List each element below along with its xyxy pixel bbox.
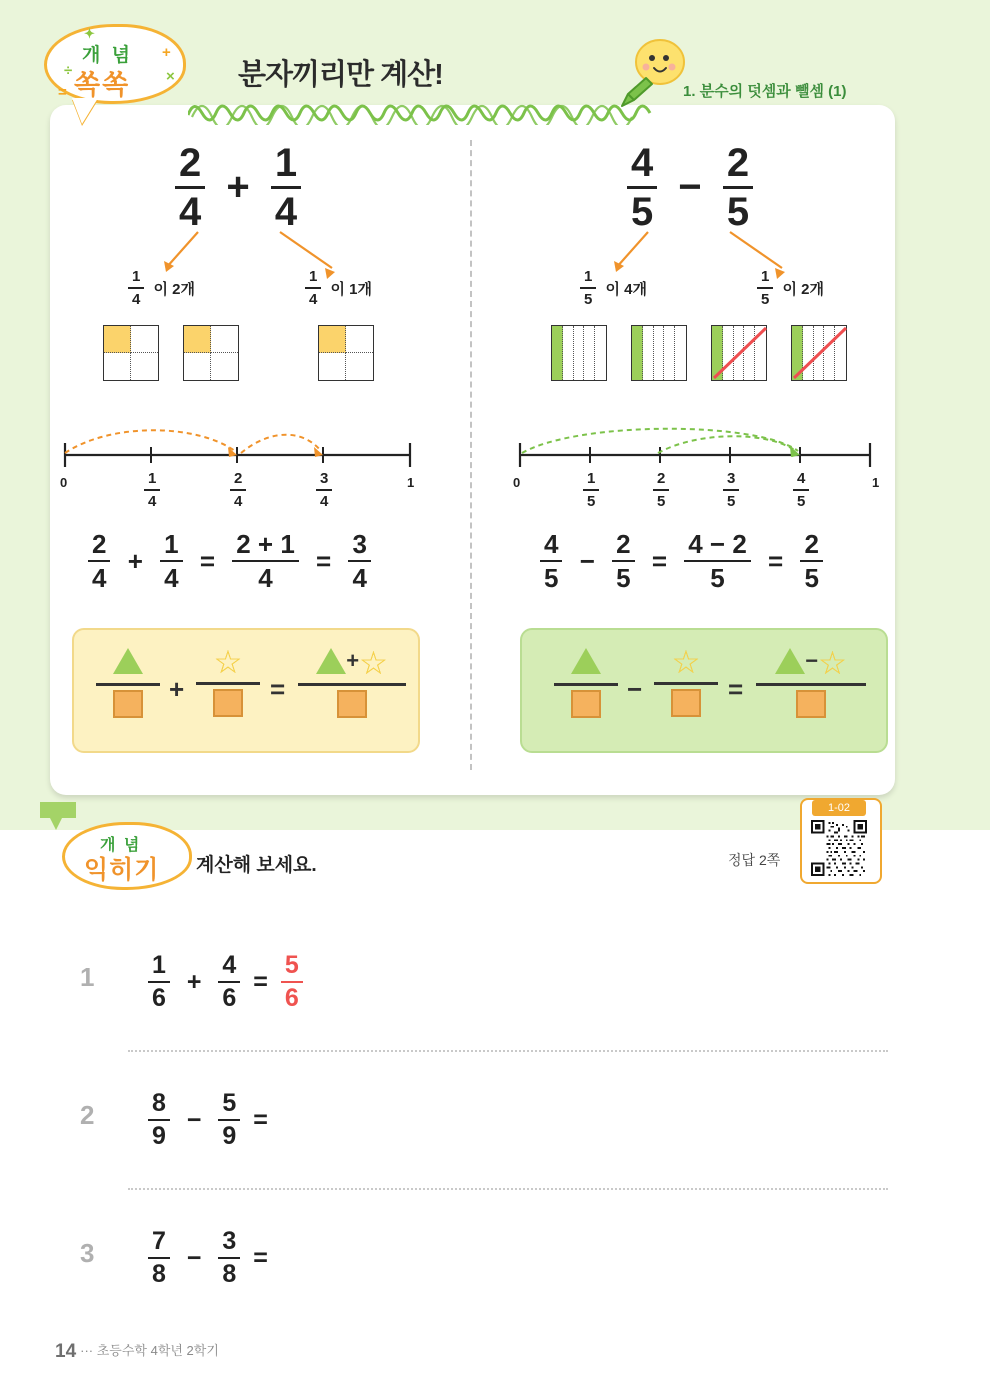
problem-divider-2 [128,1188,888,1190]
card-divider [470,140,472,770]
denominator: 9 [222,1122,237,1150]
fraction-bar [653,489,669,491]
caption-fraction [757,268,773,308]
problem-fraction-b [218,1090,240,1150]
square-icon [554,690,618,723]
numerator: 3 [222,1227,237,1255]
numerator: 2 [616,529,631,559]
numerator: 2 [92,529,107,559]
numerator: 1 [309,268,318,285]
left-rule-fraction-1 [96,648,160,723]
numerator: 3 [352,529,367,559]
numerator: 3 [727,470,736,487]
problem-operator: − [186,1105,202,1134]
right-nl-tick-1 [583,470,599,510]
eq-fraction-a [540,530,562,592]
right-expr-fraction-1 [627,142,657,233]
left-expr-fraction-1 [175,142,205,233]
numerator: 1 [584,268,593,285]
left-nl-tick-2 [230,470,246,510]
problem-1-expression [148,952,303,1012]
problem-1-number: 1 [80,962,95,992]
triangle-icon [554,648,618,679]
fraction-bar [232,560,299,562]
fifth-cell [584,326,595,380]
numerator: 2 [804,529,819,559]
fraction-bar [144,489,160,491]
denominator: 4 [320,493,329,510]
numerator: 1 [587,470,596,487]
quarter-cell [131,326,158,353]
denominator: 5 [616,563,631,593]
tick-fraction [144,470,160,510]
tick-fraction [230,470,246,510]
numerator: 1 [274,141,298,185]
fraction-bar [305,287,321,289]
fraction-bar [723,489,739,491]
eq-operator-1: + [127,545,143,576]
star-icon: ☆ [671,644,701,680]
denominator: 5 [544,563,559,593]
concept-badge-line2: 쏙쏙 [74,70,131,100]
eq-fraction-a [88,530,110,592]
eq-equals-2: = [316,545,332,576]
fraction-bar [160,560,182,562]
quarter-cell [104,326,131,353]
quarter-cell [184,353,211,380]
numerator: 5 [222,1089,237,1117]
practice-instruction: 계산해 보세요. [196,855,317,876]
denominator: 5 [587,493,596,510]
caption-fraction [580,268,596,308]
strikethrough-icon [790,324,850,384]
left-number-line [55,425,425,470]
fifth-cell [654,326,665,380]
right-expression [627,142,753,233]
quarter-cell [211,326,238,353]
footer [55,1340,219,1363]
caption-text: 이 1개 [330,280,373,298]
right-expr-fraction-2 [723,142,753,233]
left-rule-fraction-3 [298,645,406,723]
left-rule-box [72,628,420,753]
caption-fraction [305,268,321,308]
eq-fraction-c [684,530,751,592]
denominator: 6 [222,984,237,1012]
fifth-cell [664,326,675,380]
fraction-bar [148,1257,170,1259]
eq-equals-2: = [768,545,784,576]
problem-equals: = [253,967,268,996]
fraction-bar [298,683,406,686]
caption-text: 이 2개 [153,280,196,298]
left-nl-label-1: 1 [407,475,415,490]
divide-symbol-icon: ÷ [64,62,73,79]
numerator: 4 [222,951,237,979]
square-icon [96,690,160,723]
denominator: 4 [148,493,157,510]
quarter-cell [131,353,158,380]
left-nl-tick-3 [316,470,332,510]
quarter-cell [346,326,373,353]
denominator: 4 [258,563,273,593]
eq-fraction-b [612,530,634,592]
eq-operator-1: − [579,545,595,576]
fraction-bar [757,287,773,289]
left-nl-tick-1 [144,470,160,510]
denominator: 4 [132,291,141,308]
denominator: 5 [804,563,819,593]
left-expr-operator: + [226,165,250,209]
right-nl-tick-4 [793,470,809,510]
right-rule-operator: − [627,674,643,704]
right-model-square-4 [791,325,847,381]
eq-fraction-d [348,530,370,592]
right-equation [540,530,823,592]
quarter-cell [104,353,131,380]
problem-2-expression [148,1090,289,1150]
star-icon: ☆ [213,644,243,680]
right-nl-label-0: 0 [513,475,521,490]
numerator: 1 [132,268,141,285]
qr-code-icon[interactable] [810,820,868,876]
denominator: 4 [309,291,318,308]
left-model-square-2 [183,325,239,381]
problem-equals: = [253,1105,268,1134]
problem-divider-1 [128,1050,888,1052]
fifth-cell [563,326,574,380]
fifth-cell [595,326,606,380]
fraction-bar [793,489,809,491]
right-number-line [508,425,888,470]
tick-fraction [723,470,739,510]
left-rule-equals: = [270,674,286,704]
square-icon [756,690,866,723]
practice-badge [52,812,202,902]
denominator: 4 [352,563,367,593]
fraction-bar [148,1119,170,1121]
problem-3-answer[interactable] [281,1256,289,1260]
right-rule-fraction-1 [554,648,618,723]
left-equation [88,530,371,592]
fraction-bar [654,682,718,685]
fraction-bar [800,560,822,562]
fraction-bar [230,489,246,491]
answer-denominator[interactable]: 6 [284,984,299,1012]
caption-text: 이 2개 [782,280,825,298]
fraction-bar [218,1257,240,1259]
tick-fraction [793,470,809,510]
fraction-bar [281,981,303,983]
fraction-bar [148,981,170,983]
numerator: 8 [152,1089,166,1117]
numerator: 4 [544,529,559,559]
right-caption-2 [757,268,824,308]
sparkle-icon: ✦ [84,26,95,41]
right-rule-equals: = [728,674,744,704]
fraction-bar [554,683,618,686]
problem-fraction-b [218,1228,240,1288]
fraction-bar [723,186,753,189]
fraction-bar [88,560,110,562]
problem-3-expression [148,1228,289,1288]
right-caption-1 [580,268,647,308]
triangle-minus-star-icon: −☆ [756,648,866,679]
qr-code-label: 1-02 [812,800,866,816]
left-rule-operator: + [169,674,185,704]
fifth-cell [574,326,585,380]
page-title: 분자끼리만 계산! [238,59,443,91]
quarter-cell [319,353,346,380]
answer-numerator[interactable]: 5 [284,951,299,979]
fraction-bar [316,489,332,491]
numerator: 1 [761,268,770,285]
squiggle-divider-icon [188,95,658,125]
practice-badge-line2: 익히기 [84,856,160,884]
denominator: 5 [727,493,736,510]
fraction-bar [128,287,144,289]
problem-1-answer[interactable] [281,952,303,1012]
denominator: 4 [234,493,243,510]
equals-symbol-icon: = [58,84,67,101]
fraction-bar [612,560,634,562]
left-model-square-1 [103,325,159,381]
right-model-square-3 [711,325,767,381]
answer-denominator[interactable] [281,1120,289,1122]
strikethrough-icon [710,324,770,384]
right-rule-box [520,628,888,753]
numerator: 1 [148,470,157,487]
pencil-character-icon [616,36,690,110]
problem-fraction-a [148,1090,170,1150]
numerator: 2 [234,470,243,487]
tick-fraction [583,470,599,510]
fraction-bar [271,186,301,189]
right-expr-operator: − [678,165,702,209]
square-icon [654,689,718,722]
fraction-bar [348,560,370,562]
left-model-square-3 [318,325,374,381]
eq-fraction-c [232,530,299,592]
numerator: 4 [797,470,806,487]
quarter-cell [319,326,346,353]
right-rule-fraction-2 [654,644,718,722]
left-caption-1 [128,268,195,308]
fraction-bar [580,287,596,289]
problem-2-number: 2 [80,1100,95,1130]
numerator: 1 [164,529,179,559]
numerator: 2 [179,141,202,185]
numerator: 4 [631,141,654,185]
tick-fraction [316,470,332,510]
practice-badge-line1: 개 념 [100,837,142,854]
problem-operator: + [186,967,202,996]
concept-badge-line1: 개 념 [82,45,133,66]
denominator: 5 [584,291,593,308]
numerator: 3 [320,470,329,487]
fraction-bar [96,683,160,686]
denominator: 4 [164,563,179,593]
page-number: 14 [55,1341,77,1362]
problem-operator: − [186,1243,202,1272]
right-model-square-2 [631,325,687,381]
fraction-bar [756,683,866,686]
triangle-icon [96,648,160,679]
fifth-cell [643,326,654,380]
quarter-cell [184,326,211,353]
fifth-cell [632,326,643,380]
fraction-bar [175,186,205,189]
chapter-label: 1. 분수의 덧셈과 뺄셈 (1) [683,83,847,100]
caption-fraction [128,268,144,308]
left-nl-label-0: 0 [60,475,68,490]
eq-equals-1: = [651,545,668,576]
numerator: 2 [726,141,750,185]
problem-equals: = [253,1243,268,1272]
denominator: 8 [152,1260,166,1288]
numerator: 1 [152,951,166,979]
problem-3-number: 3 [80,1238,95,1268]
answer-page-note: 정답 2쪽 [728,852,781,868]
quarter-cell [211,353,238,380]
right-model-square-1 [551,325,607,381]
denominator: 5 [797,493,806,510]
right-nl-tick-3 [723,470,739,510]
concept-badge [36,18,196,122]
right-nl-tick-2 [653,470,669,510]
eq-fraction-d [800,530,822,592]
numerator: 2 + 1 [236,529,295,559]
fraction-bar [196,682,260,685]
fraction-bar [218,1119,240,1121]
numerator: 7 [152,1227,166,1255]
numerator: 4 − 2 [688,529,747,559]
left-caption-2 [305,268,372,308]
denominator: 5 [657,493,666,510]
answer-denominator[interactable] [281,1258,289,1260]
denominator: 4 [92,563,107,593]
right-nl-label-1: 1 [872,475,880,490]
plus-symbol-icon: + [162,44,171,61]
quarter-cell [346,353,373,380]
denominator: 8 [222,1260,237,1288]
fifth-cell [675,326,686,380]
footer-text: ··· 초등수학 4학년 2학기 [80,1343,219,1358]
left-rule-fraction-2 [196,644,260,722]
left-expression [175,142,301,233]
fraction-bar [218,981,240,983]
denominator: 5 [710,563,725,593]
problem-fraction-a [148,1228,170,1288]
denominator: 5 [761,291,770,308]
denominator: 4 [179,190,202,234]
problem-fraction-b [218,952,240,1012]
problem-fraction-a [148,952,170,1012]
square-icon [196,689,260,722]
square-icon [298,690,406,723]
triangle-plus-star-icon: +☆ [298,648,406,679]
fraction-bar [583,489,599,491]
fifth-cell [552,326,563,380]
fraction-bar [627,186,657,189]
problem-2-answer[interactable] [281,1118,289,1122]
denominator: 5 [726,190,750,234]
right-rule-fraction-3 [756,645,866,723]
denominator: 9 [152,1122,166,1150]
fraction-bar [684,560,751,562]
left-expr-fraction-2 [271,142,301,233]
tick-fraction [653,470,669,510]
numerator: 2 [657,470,666,487]
caption-text: 이 4개 [605,280,648,298]
denominator: 6 [152,984,166,1012]
fraction-bar [540,560,562,562]
times-symbol-icon: × [166,68,175,85]
denominator: 5 [631,190,654,234]
eq-equals-1: = [199,545,216,576]
eq-fraction-b [160,530,182,592]
denominator: 4 [274,190,298,234]
